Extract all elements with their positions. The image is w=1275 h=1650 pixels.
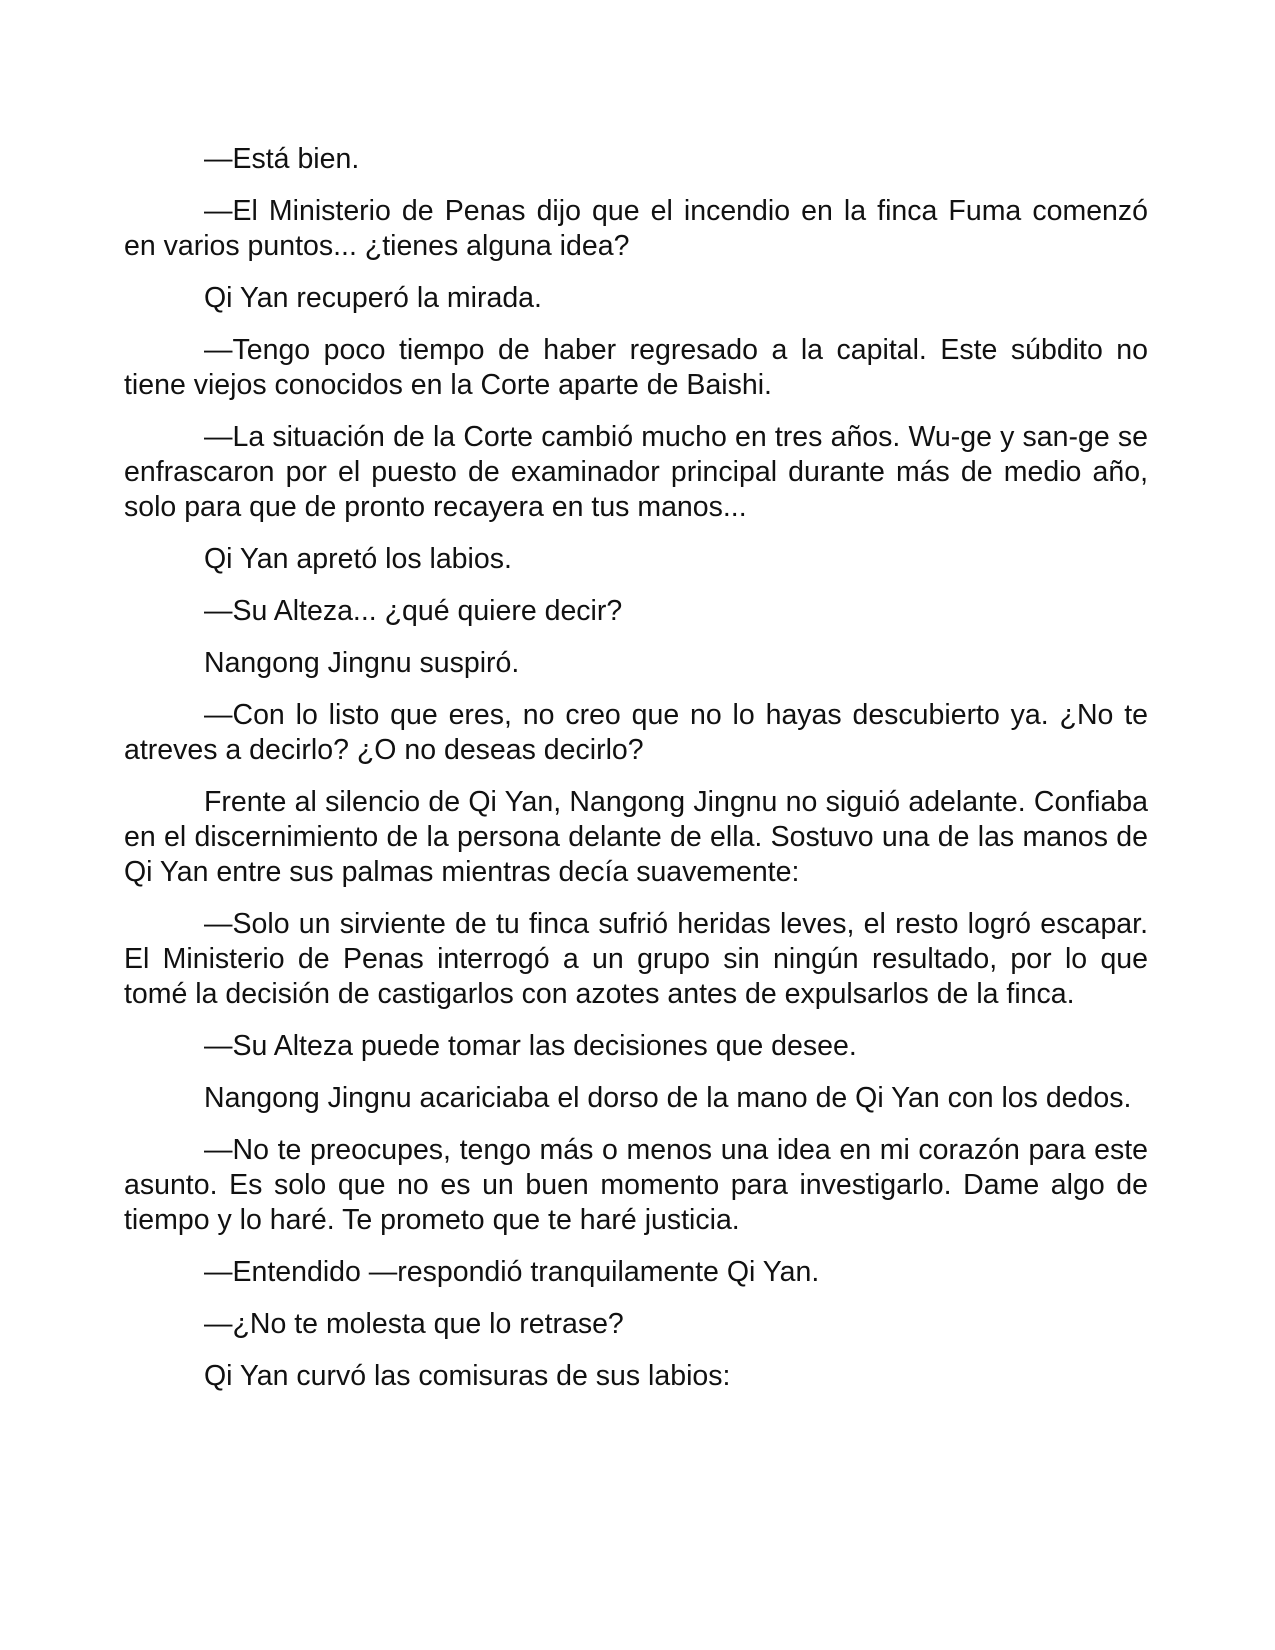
paragraph: Nangong Jingnu acariciaba el dorso de la mano de Qi Yan con los dedos. [204, 1082, 1132, 1114]
paragraph: Qi Yan curvó las comisuras de sus labios: [204, 1360, 731, 1392]
paragraph: —Tengo poco tiempo de haber regresado a la capital. Este súbdito no tiene viejos conocidos en la Corte aparte de Baishi. [124, 334, 1148, 401]
paragraph: —Su Alteza... ¿qué quiere decir? [204, 595, 623, 627]
paragraph: —El Ministerio de Penas dijo que el incendio en la finca Fuma comenzó en varios puntos... ¿tienes alguna idea? [124, 195, 1148, 262]
paragraph: —Entendido —respondió tranquilamente Qi Yan. [204, 1256, 820, 1288]
paragraph: Nangong Jingnu suspiró. [204, 647, 520, 679]
paragraph: —Solo un sirviente de tu finca sufrió heridas leves, el resto logró escapar. El Ministerio de Penas interrogó a un grupo sin ningún resultado, por lo que tomé la decisión de castigarlos con azotes antes de expulsarlos de la finca. [124, 908, 1148, 1010]
paragraph: Qi Yan recuperó la mirada. [204, 282, 542, 314]
paragraph: —La situación de la Corte cambió mucho en tres años. Wu-ge y san-ge se enfrascaron por el puesto de examinador principal durante más de medio año, solo para que de pronto recayera en tus manos... [124, 421, 1148, 523]
paragraph: Qi Yan apretó los labios. [204, 543, 512, 575]
paragraph: —Su Alteza puede tomar las decisiones que desee. [204, 1030, 857, 1062]
paragraph: Frente al silencio de Qi Yan, Nangong Jingnu no siguió adelante. Confiaba en el discernimiento de la persona delante de ella. Sostuvo una de las manos de Qi Yan entre sus palmas mientras decía suavemente: [124, 786, 1148, 888]
paragraph: —Con lo listo que eres, no creo que no lo hayas descubierto ya. ¿No te atreves a decirlo? ¿O no deseas decirlo? [124, 699, 1148, 766]
paragraph: —¿No te molesta que lo retrase? [204, 1308, 624, 1340]
paragraph: —No te preocupes, tengo más o menos una idea en mi corazón para este asunto. Es solo que no es un buen momento para investigarlo. Dame algo de tiempo y lo haré. Te prometo que te haré justicia. [124, 1134, 1148, 1236]
document-page [124, 142, 1148, 1411]
paragraph: —Está bien. [204, 143, 360, 175]
